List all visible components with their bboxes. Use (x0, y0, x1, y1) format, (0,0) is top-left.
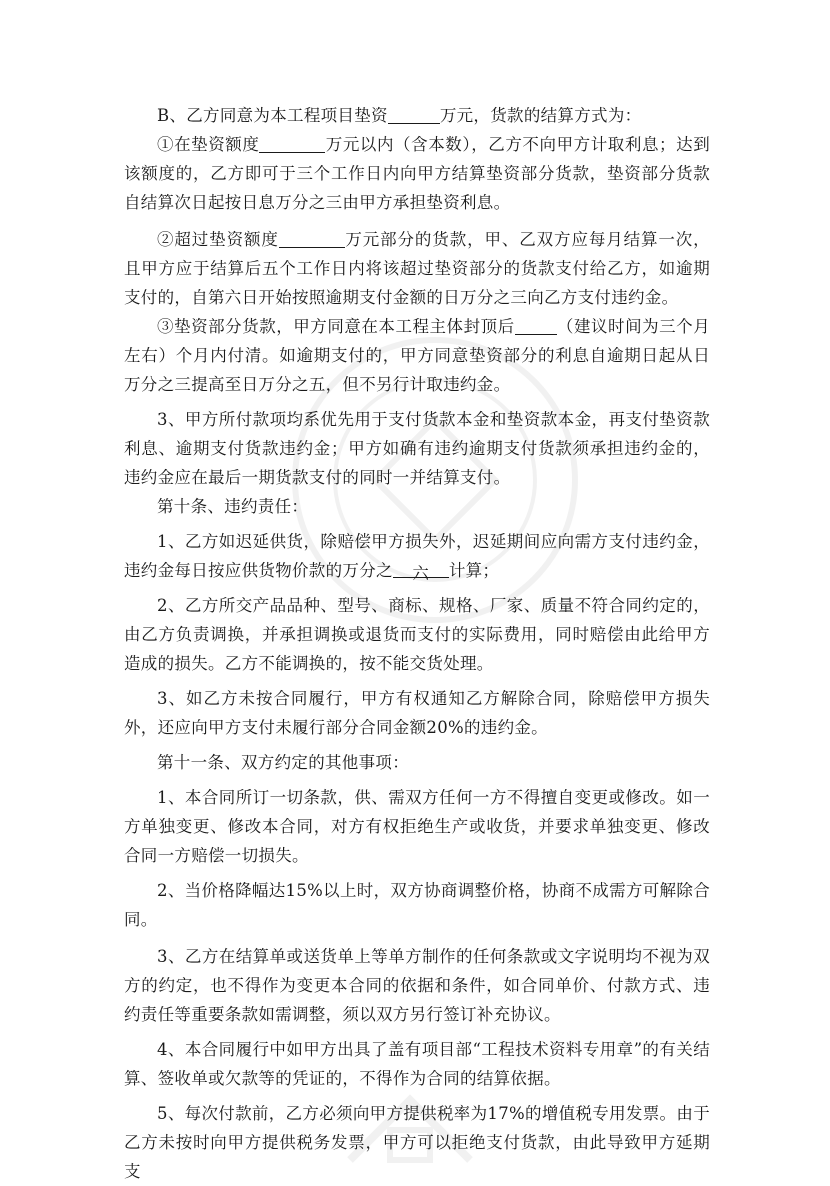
para-advance-payment: ③垫资部分货款，甲方同意在本工程主体封顶后 （建议时间为三个月左右）个月内付清。如逾期支付的，甲方同意垫资部分的利息自逾期日起从日万分之三提高至日万分之五，但不另行计取违约金。 (124, 317, 710, 394)
para-price-adjust: 2、当价格降幅达15%以上时，双方协商调整价格，协商不成需方可解除合同。 (124, 881, 710, 929)
document-body (124, 101, 710, 1186)
para-over-limit: ②超过垫资额度 万元部分的货款，甲、乙双方应每月结算一次，且甲方应于结算后五个工作日内将该超过垫资部分的货款支付给乙方，如逾期支付的，自第六日开始按照逾期支付金额的日万分之三向乙方支付违约金。 (124, 230, 710, 307)
para-b-advance: B、乙方同意为本工程项目垫资 万元，货款的结算方式为： (157, 106, 642, 125)
para-seal: 4、本合同履行中如甲方出具了盖有项目部“工程技术资料专用章”的有关结算、签收单或欠款等的凭证的，不得作为合同的结算依据。 (124, 1040, 710, 1088)
blank-penalty-rate[interactable]: 六 (393, 559, 449, 578)
section-title-other: 第十一条、双方约定的其他事项： (157, 753, 409, 772)
para-termination: 3、如乙方未按合同履行，甲方有权通知乙方解除合同，除赔偿甲方损失外，还应向甲方支付未履行部分合同金额20%的违约金。 (124, 689, 710, 737)
para-no-modification: 1、本合同所订一切条款，供、需双方任何一方不得擅自变更或修改。如一方单独变更、修改本合同，对方有权拒绝生产或收货，并要求单独变更、修改合同一方赔偿一切损失。 (124, 788, 710, 865)
blank-months[interactable] (515, 316, 557, 335)
section-title-breach: 第十条、违约责任： (157, 497, 309, 516)
para-quality: 2、乙方所交产品品种、型号、商标、规格、厂家、质量不符合同约定的，由乙方负责调换，并承担调换或退货而支付的实际费用，同时赔偿由此给甲方造成的损失。乙方不能调换的，按不能交货处理。 (124, 596, 710, 673)
para-unilateral-docs: 3、乙方在结算单或送货单上等单方制作的任何条款或文字说明均不视为双方的约定，也不得作为变更本合同的依据和条件，如合同单价、付款方式、违约责任等重要条款如需调整，须以双方另行签订补充协议。 (124, 947, 710, 1024)
para-delay-delivery: 1、乙方如迟延供货，除赔偿甲方损失外，迟延期间应向需方支付违约金，违约金每日按应供货物价款的万分之 六 计算； (124, 532, 710, 583)
para-payment-priority: 3、甲方所付款项均系优先用于支付货款本金和垫资款本金，再支付垫资款利息、逾期支付货款违约金；甲方如确有违约逾期支付货款须承担违约金的，违约金应在最后一期货款支付的同时一并结算支付。 (124, 410, 710, 487)
blank-advance-limit[interactable] (259, 134, 325, 153)
blank-advance-amount[interactable] (388, 105, 440, 124)
para-advance-limit: ①在垫资额度 万元以内（含本数），乙方不向甲方计取利息；达到该额度的，乙方即可于三个工作日内向甲方结算垫资部分货款，垫资部分货款自结算次日起按日息万分之三由甲方承担垫资利息。 (124, 135, 710, 212)
para-invoice: 5、每次付款前，乙方必须向甲方提供税率为17%的增值税专用发票。由于乙方未按时向甲方提供税务发票，甲方可以拒绝支付货款，由此导致甲方延期支 (124, 1104, 710, 1181)
blank-over-limit[interactable] (279, 229, 345, 248)
